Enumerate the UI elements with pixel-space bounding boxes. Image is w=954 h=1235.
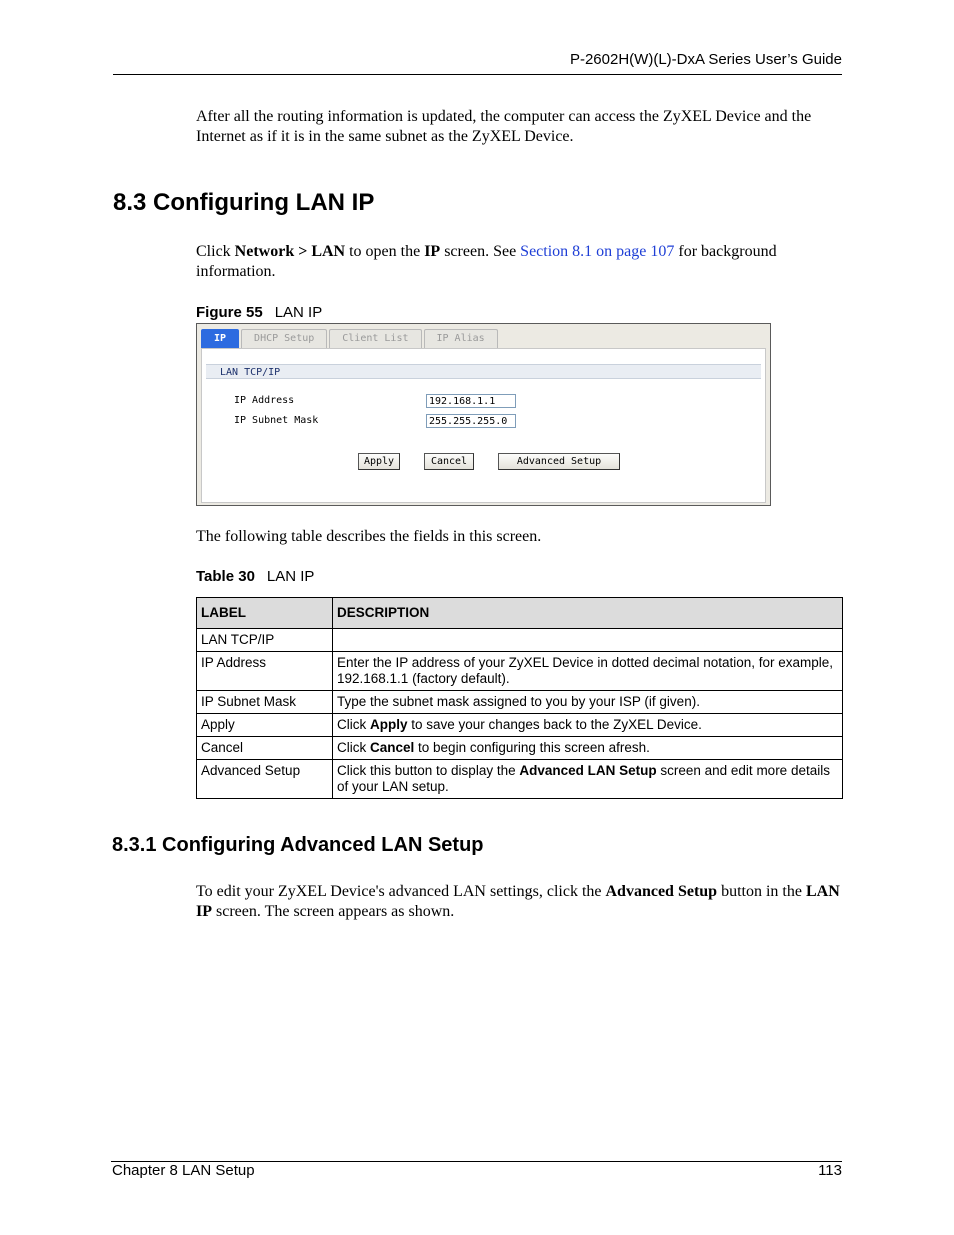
table-header-row: [197, 598, 843, 629]
bold-term: Cancel: [370, 740, 415, 755]
figure-title: LAN IP: [274, 304, 323, 321]
row-description: [333, 737, 843, 760]
text-run: to begin configuring this screen afresh.: [414, 740, 650, 755]
lan-ip-table: [196, 597, 843, 799]
section-8-3-paragraph: [196, 242, 846, 282]
table-row: [197, 737, 843, 760]
bold-term: Advanced LAN Setup: [519, 763, 657, 778]
bold-term: Advanced Setup: [605, 883, 718, 900]
figure-number: Figure 55: [196, 304, 263, 321]
row-description: [333, 714, 843, 737]
bold-term: LAN IP: [196, 883, 840, 920]
ip-address-label: IP Address: [234, 395, 295, 406]
section-8-3-1-paragraph: [196, 882, 846, 922]
text-run: screen. See: [440, 243, 521, 260]
intro-paragraph: After all the routing information is updated, the computer can access the ZyXEL Device and the Internet as if it is in the same subnet as the ZyXEL Device.: [196, 108, 812, 145]
row-label: Apply: [197, 714, 333, 737]
column-header-label: LABEL: [197, 598, 333, 629]
table-row: [197, 760, 843, 799]
header-rule: [113, 74, 842, 75]
text-run: Click: [337, 740, 370, 755]
table-number: Table 30: [196, 568, 255, 585]
settings-panel: [201, 348, 766, 503]
text-run: Click this button to display the: [337, 763, 520, 778]
row-label: Advanced Setup: [197, 760, 333, 799]
tab-dhcp-setup[interactable]: DHCP Setup: [241, 329, 327, 348]
section-link[interactable]: Section 8.1 on page 107: [520, 243, 675, 260]
table-intro: The following table describes the fields in this screen.: [196, 528, 542, 545]
row-description: [333, 629, 843, 652]
tab-ip-alias[interactable]: IP Alias: [424, 329, 498, 348]
figure-caption: [196, 304, 322, 321]
text-run: To edit your ZyXEL Device's advanced LAN settings, click the: [196, 883, 606, 900]
row-label: LAN TCP/IP: [197, 629, 333, 652]
text-run: to open the: [345, 243, 425, 260]
row-description: Enter the IP address of your ZyXEL Device in dotted decimal notation, for example, 192.168.1.1 (factory default).: [333, 652, 843, 691]
row-label: IP Address: [197, 652, 333, 691]
tab-bar: [201, 329, 500, 348]
row-description: [333, 760, 843, 799]
section-heading-8-3: 8.3 Configuring LAN IP: [113, 189, 375, 216]
menu-path: Network > LAN: [234, 243, 346, 260]
row-label: Cancel: [197, 737, 333, 760]
text-run: Click: [196, 243, 235, 260]
footer-chapter: Chapter 8 LAN Setup: [112, 1162, 255, 1179]
cancel-button[interactable]: Cancel: [424, 453, 474, 470]
advanced-setup-button[interactable]: Advanced Setup: [498, 453, 620, 470]
ip-address-input[interactable]: 192.168.1.1: [426, 394, 516, 408]
running-header: P-2602H(W)(L)-DxA Series User’s Guide: [569, 51, 842, 68]
tab-client-list[interactable]: Client List: [329, 329, 421, 348]
text-run: to save your changes back to the ZyXEL Device.: [407, 717, 702, 732]
table-row: [197, 629, 843, 652]
tab-ip[interactable]: IP: [201, 329, 239, 348]
screen-name: IP: [424, 243, 441, 260]
table-row: [197, 714, 843, 737]
table-row: [197, 652, 843, 691]
text-run: screen. The screen appears as shown.: [212, 903, 455, 920]
subnet-mask-label: IP Subnet Mask: [234, 415, 319, 426]
table-title: LAN IP: [266, 568, 315, 585]
text-run: for background information.: [196, 243, 777, 280]
column-header-description: DESCRIPTION: [333, 598, 843, 629]
table-caption: [196, 568, 314, 585]
page-number: 113: [818, 1162, 842, 1179]
subnet-mask-input[interactable]: 255.255.255.0: [426, 414, 516, 428]
lan-ip-screenshot: [196, 323, 771, 506]
section-heading-8-3-1: 8.3.1 Configuring Advanced LAN Setup: [112, 834, 484, 856]
row-description: Type the subnet mask assigned to you by your ISP (if given).: [333, 691, 843, 714]
section-title-bar: LAN TCP/IP: [206, 364, 761, 379]
bold-term: Apply: [370, 717, 408, 732]
text-run: button in the: [717, 883, 806, 900]
text-run: Click: [337, 717, 370, 732]
apply-button[interactable]: Apply: [358, 453, 400, 470]
table-row: [197, 691, 843, 714]
row-label: IP Subnet Mask: [197, 691, 333, 714]
text-run: screen and edit more details of your LAN setup.: [337, 763, 830, 794]
